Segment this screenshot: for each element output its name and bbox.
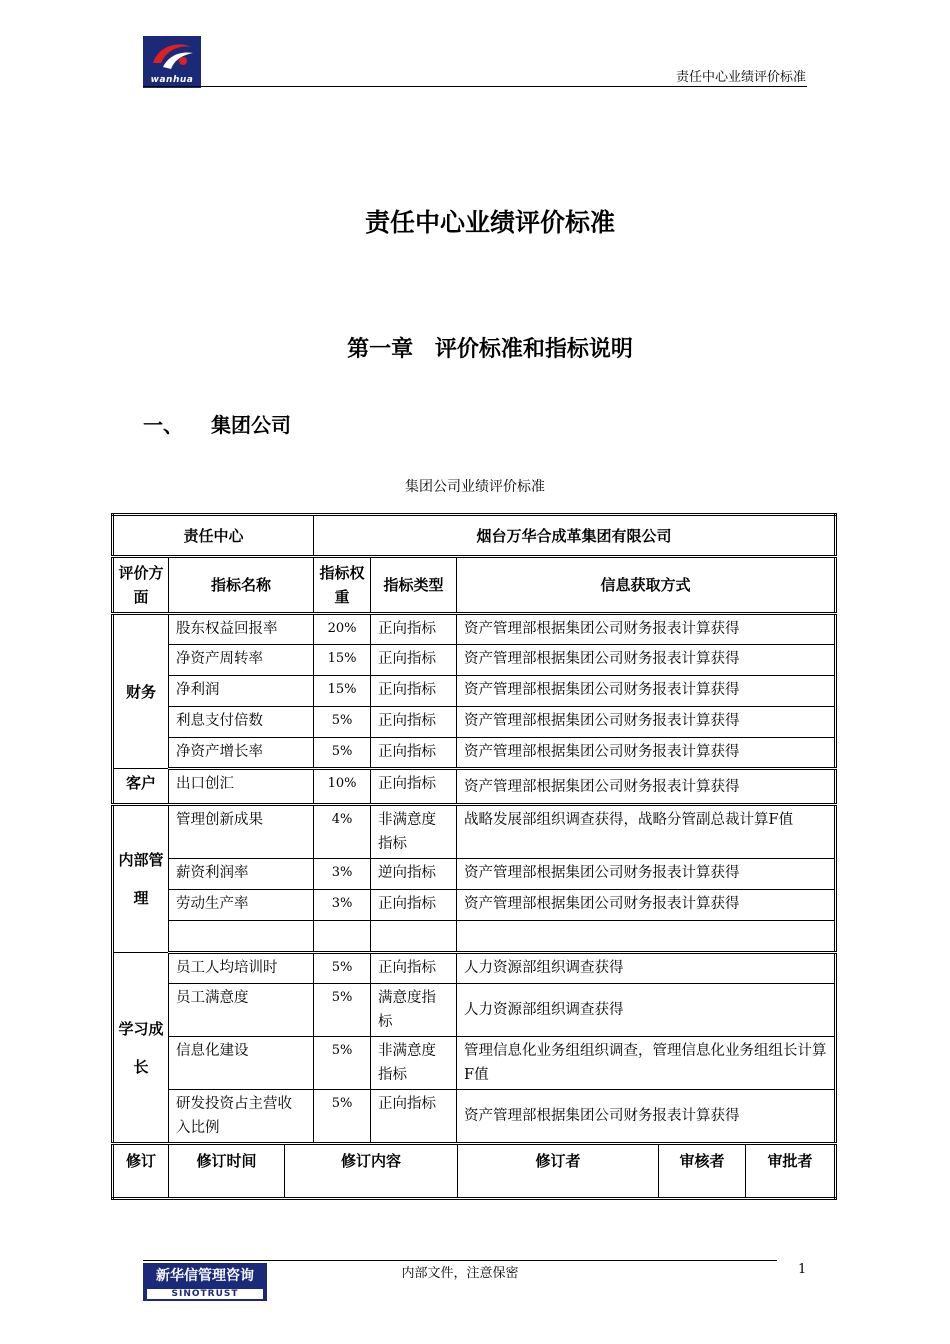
- indicator-name: 利息支付倍数: [169, 707, 314, 738]
- indicator-name: 净利润: [169, 676, 314, 707]
- indicator-source: 资产管理部根据集团公司财务报表计算获得: [457, 738, 836, 769]
- col-header-weight: 指标权重: [314, 557, 371, 614]
- page-number: 1: [798, 1262, 807, 1277]
- indicator-name: 出口创汇: [169, 769, 314, 805]
- empty-cell: [371, 921, 457, 953]
- indicator-source: 战略发展部组织调查获得，战略分管副总裁计算F值: [457, 805, 836, 859]
- table-row-empty: [113, 921, 836, 953]
- table-row: [113, 953, 836, 984]
- logo-text: wanhua: [150, 75, 194, 85]
- revision-header-cells: [169, 1144, 836, 1199]
- indicator-source: 管理信息化业务组组织调查，管理信息化业务组组长计算F值: [457, 1037, 836, 1090]
- table-row: [113, 984, 836, 1037]
- table-row: [113, 676, 836, 707]
- indicator-name: 员工人均培训时: [169, 953, 314, 984]
- col-header-name: 指标名称: [169, 557, 314, 614]
- company-logo: [143, 36, 201, 88]
- indicator-name: 信息化建设: [169, 1037, 314, 1090]
- indicator-source: 资产管理部根据集团公司财务报表计算获得: [457, 645, 836, 676]
- indicator-weight: 20%: [314, 614, 371, 645]
- indicator-source: 资产管理部根据集团公司财务报表计算获得: [457, 707, 836, 738]
- chapter-title: 评价标准和指标说明: [434, 337, 633, 362]
- indicator-weight: 15%: [314, 676, 371, 707]
- indicator-type: 逆向指标: [371, 859, 457, 890]
- empty-cell: [169, 921, 314, 953]
- indicator-name: 管理创新成果: [169, 805, 314, 859]
- indicator-name: 劳动生产率: [169, 890, 314, 921]
- indicator-source: 资产管理部根据集团公司财务报表计算获得: [457, 769, 836, 805]
- revision-approver: 审批者: [767, 1152, 813, 1170]
- indicator-type: 正向指标: [371, 769, 457, 805]
- col-header-source: 信息获取方式: [457, 557, 836, 614]
- table-row: [113, 1037, 836, 1090]
- table-row: [113, 707, 836, 738]
- indicator-weight: 4%: [314, 805, 371, 859]
- revision-label: 修订: [113, 1144, 169, 1199]
- category-learning: 学习成长: [113, 953, 169, 1144]
- indicator-weight: 5%: [314, 1090, 371, 1144]
- section-title: 集团公司: [211, 413, 291, 437]
- indicator-type: 正向指标: [371, 614, 457, 645]
- evaluation-table: [111, 513, 837, 1200]
- indicator-type: 正向指标: [371, 1090, 457, 1144]
- indicator-source: 资产管理部根据集团公司财务报表计算获得: [457, 890, 836, 921]
- table-row: [113, 1090, 836, 1144]
- indicator-type: 正向指标: [371, 645, 457, 676]
- indicator-weight: 3%: [314, 890, 371, 921]
- col-header-type: 指标类型: [371, 557, 457, 614]
- table-row: [113, 769, 836, 805]
- empty-cell: [314, 921, 371, 953]
- table-row: [113, 890, 836, 921]
- indicator-type: 正向指标: [371, 676, 457, 707]
- table-row: [113, 805, 836, 859]
- table-row: [113, 614, 836, 645]
- indicator-weight: 15%: [314, 645, 371, 676]
- footer-note: 内部文件，注意保密: [401, 1266, 519, 1281]
- indicator-name: 净资产周转率: [169, 645, 314, 676]
- table-row: [113, 859, 836, 890]
- chapter-number: 第一章: [347, 337, 414, 362]
- indicator-weight: 5%: [314, 738, 371, 769]
- revision-time: 修订时间: [169, 1145, 285, 1197]
- revision-content: 修订内容: [285, 1145, 458, 1197]
- footer-rule: [143, 1260, 777, 1261]
- category-internal: 内部管理: [113, 805, 169, 953]
- responsibility-center-label: 责任中心: [113, 515, 314, 557]
- indicator-weight: 5%: [314, 1037, 371, 1090]
- indicator-type: 满意度指标: [371, 984, 457, 1037]
- indicator-source: 人力资源部组织调查获得: [457, 984, 836, 1037]
- footer-logo-cn: 新华信管理咨询: [156, 1268, 254, 1284]
- footer-logo-en: SINOTRUST: [147, 1289, 263, 1299]
- revision-reviser: 修订者: [458, 1145, 659, 1197]
- indicator-type: 正向指标: [371, 890, 457, 921]
- table-caption: 集团公司业绩评价标准: [405, 479, 545, 495]
- revision-grid: [169, 1145, 834, 1197]
- indicator-type: 正向指标: [371, 707, 457, 738]
- indicator-weight: 3%: [314, 859, 371, 890]
- indicator-weight: 5%: [314, 984, 371, 1037]
- indicator-type: 非满意度指标: [371, 805, 457, 859]
- chapter-heading: [0, 332, 950, 363]
- indicator-name: 员工满意度: [169, 984, 314, 1037]
- page-title: 责任中心业绩评价标准: [364, 208, 615, 237]
- indicator-type: 正向指标: [371, 738, 457, 769]
- indicator-type: 正向指标: [371, 953, 457, 984]
- logo-swoosh-icon: [149, 41, 195, 71]
- header-rule: [143, 86, 807, 87]
- col-header-aspect: 评价方面: [113, 557, 169, 614]
- indicator-name: 股东权益回报率: [169, 614, 314, 645]
- indicator-weight: 5%: [314, 707, 371, 738]
- table-row: [113, 645, 836, 676]
- category-customer: 客户: [113, 769, 169, 805]
- revision-reviewer: 审核者: [659, 1145, 746, 1197]
- indicator-name: 净资产增长率: [169, 738, 314, 769]
- empty-cell: [457, 921, 836, 953]
- section-heading: [143, 409, 291, 438]
- revision-row: [113, 1144, 836, 1199]
- indicator-name: 薪资利润率: [169, 859, 314, 890]
- table-row: [113, 738, 836, 769]
- indicator-weight: 10%: [314, 769, 371, 805]
- responsibility-center-value: 烟台万华合成革集团有限公司: [314, 515, 836, 557]
- indicator-weight: 5%: [314, 953, 371, 984]
- category-finance: 财务: [113, 614, 169, 769]
- indicator-source: 资产管理部根据集团公司财务报表计算获得: [457, 859, 836, 890]
- indicator-source: 资产管理部根据集团公司财务报表计算获得: [457, 676, 836, 707]
- indicator-name: 研发投资占主营收入比例: [169, 1090, 314, 1144]
- indicator-type: 非满意度指标: [371, 1037, 457, 1090]
- section-number: 一、: [143, 413, 183, 437]
- indicator-source: 资产管理部根据集团公司财务报表计算获得: [457, 1090, 836, 1144]
- indicator-source: 人力资源部组织调查获得: [457, 953, 836, 984]
- header-doc-title: 责任中心业绩评价标准: [675, 70, 806, 85]
- indicator-source: 资产管理部根据集团公司财务报表计算获得: [457, 614, 836, 645]
